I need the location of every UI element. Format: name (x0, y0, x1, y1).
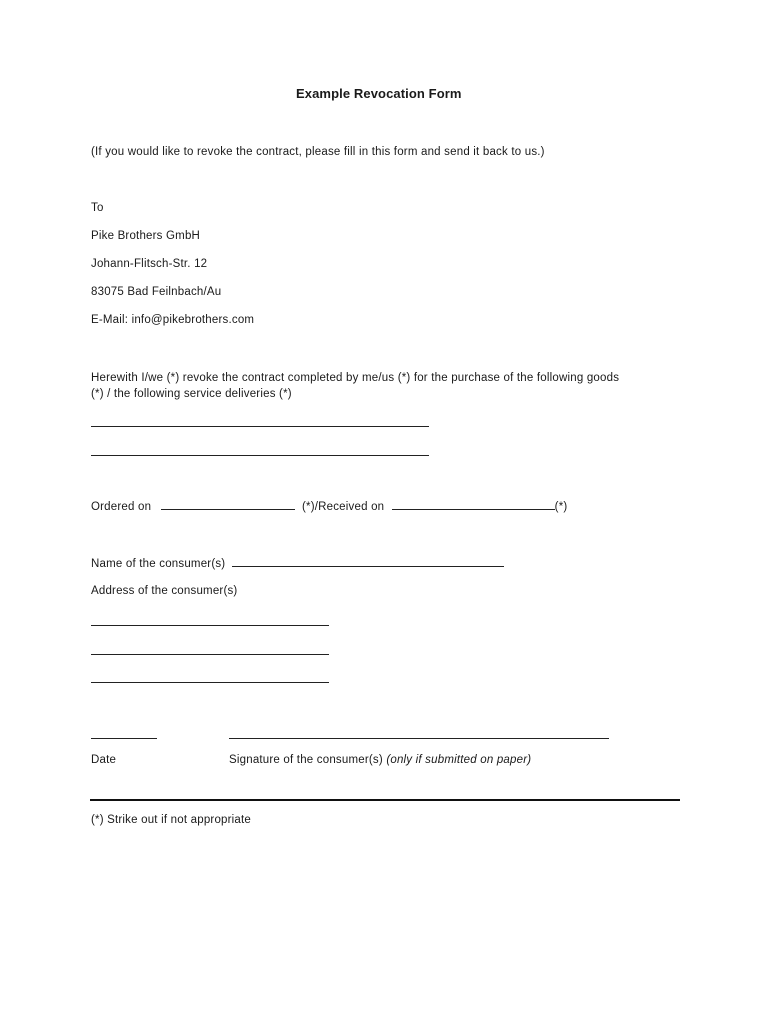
instruction-text: (If you would like to revoke the contract, please fill in this form and send it back to us.) (91, 146, 545, 158)
received-date-blank[interactable] (392, 499, 555, 510)
goods-blank-line-1[interactable] (91, 426, 429, 427)
to-label: To (91, 202, 104, 214)
declaration-line-2: (*) / the following service deliveries (*) (91, 388, 292, 400)
signature-row (229, 753, 531, 767)
ordered-date-blank[interactable] (161, 499, 295, 510)
date-label: Date (91, 754, 117, 766)
received-label: (*)/Received on (302, 501, 385, 513)
company-street: Johann-Flitsch-Str. 12 (91, 258, 208, 270)
address-blank-line-1[interactable] (91, 625, 329, 626)
ordered-label: Ordered on (91, 501, 152, 513)
address-blank-line-2[interactable] (91, 654, 329, 655)
signature-note: (only if submitted on paper) (386, 754, 532, 766)
declaration-line-1: Herewith I/we (*) revoke the contract completed by me/us (*) for the purchase of the following goods (91, 372, 620, 384)
footnote-divider (90, 799, 680, 801)
signature-label: Signature of the consumer(s) (229, 754, 383, 766)
company-name: Pike Brothers GmbH (91, 230, 201, 242)
received-suffix: (*) (554, 501, 568, 513)
footnote-text: (*) Strike out if not appropriate (91, 814, 252, 826)
signature-blank-line[interactable] (229, 738, 609, 739)
consumer-name-label: Name of the consumer(s) (91, 558, 226, 570)
consumer-address-label: Address of the consumer(s) (91, 585, 238, 597)
page-title: Example Revocation Form (296, 86, 462, 101)
date-blank-line[interactable] (91, 738, 157, 739)
consumer-name-blank[interactable] (232, 556, 504, 567)
address-blank-line-3[interactable] (91, 682, 329, 683)
company-email: E-Mail: info@pikebrothers.com (91, 314, 255, 326)
consumer-name-row (91, 556, 504, 571)
ordered-row (91, 499, 567, 514)
goods-blank-line-2[interactable] (91, 455, 429, 456)
company-city: 83075 Bad Feilnbach/Au (91, 286, 222, 298)
